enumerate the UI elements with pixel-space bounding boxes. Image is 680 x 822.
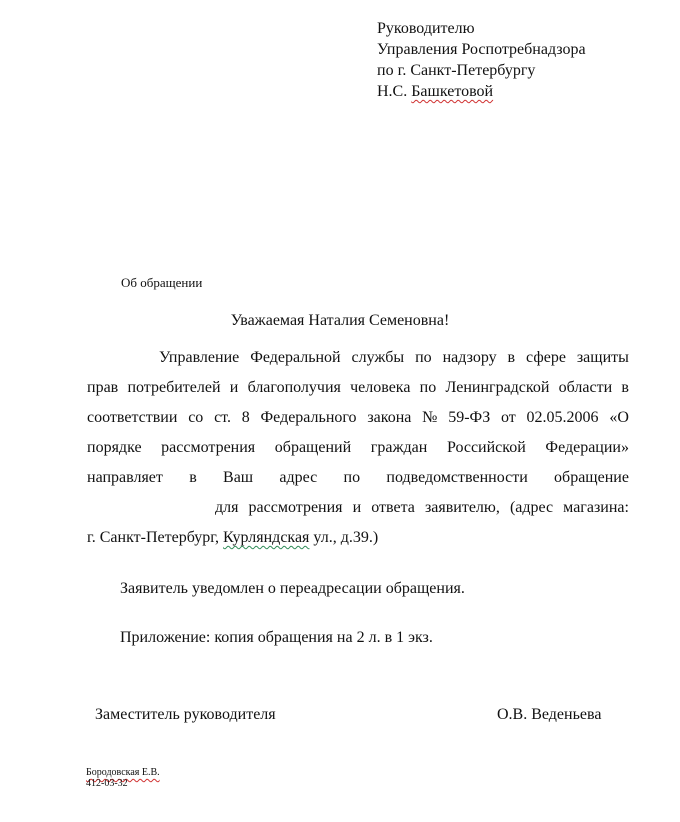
addressee-block: [377, 18, 586, 102]
body-word: по: [419, 379, 437, 396]
body-word: от: [500, 409, 516, 426]
body-word: (адрес: [509, 499, 554, 516]
body-word: порядке: [87, 439, 142, 456]
body-word: Управление: [159, 349, 240, 366]
body-word: рассмотрения: [248, 499, 343, 516]
body-word: надзору: [442, 349, 497, 366]
body-word: закона: [367, 409, 412, 426]
body-word: обращений: [274, 439, 352, 456]
body-word: Российской: [446, 439, 526, 456]
body-word: в: [621, 379, 629, 396]
letter-subject: Об обращении: [121, 275, 203, 290]
body-word: и: [352, 499, 362, 516]
body-line-5: [87, 463, 629, 493]
body-word: ответа: [371, 499, 415, 516]
body-word: и: [229, 379, 239, 396]
executor-phone: 412-03-32: [86, 778, 128, 789]
body-line-1: [87, 343, 629, 373]
letter-greeting: Уважаемая Наталия Семеновна!: [230, 312, 450, 329]
body-word: Федерации»: [545, 439, 629, 456]
body-word: магазина:: [563, 499, 629, 516]
body-word: по: [343, 469, 361, 486]
body-line-3: [87, 403, 629, 433]
body-word: адрес: [279, 469, 318, 486]
body-word: направляет: [87, 469, 163, 486]
body-word: области: [558, 379, 613, 396]
body-line-4: [87, 433, 629, 463]
body-word: благополучия: [247, 379, 341, 396]
body-word: Ленинградской: [445, 379, 550, 396]
body-line-7-end: ул., д.39.): [309, 529, 379, 546]
body-word: со: [188, 409, 204, 426]
body-word: соответствии: [87, 409, 178, 426]
signer-name: О.В. Веденьева: [497, 706, 602, 723]
body-word: рассмотрения: [161, 439, 256, 456]
addressee-surname: Башкетовой: [411, 83, 494, 100]
body-word: прав: [87, 379, 119, 396]
body-word: заявителю,: [424, 499, 500, 516]
body-word: Ваш: [223, 469, 254, 486]
letter-body: [87, 343, 629, 553]
attachment-paragraph: Приложение: копия обращения на 2 л. в 1 экз.: [120, 629, 433, 646]
street-name: Курляндская: [223, 529, 310, 546]
body-word: подведомственности: [386, 469, 528, 486]
body-word: 8: [241, 409, 250, 426]
notice-paragraph: Заявитель уведомлен о переадресации обращения.: [120, 580, 465, 597]
body-line-7-start: г. Санкт-Петербург,: [87, 529, 224, 546]
body-word: человека: [350, 379, 411, 396]
body-word: Федеральной: [250, 349, 341, 366]
body-word: в: [189, 469, 197, 486]
body-word: 02.05.2006: [526, 409, 599, 426]
body-line-2: [87, 373, 629, 403]
body-word: Федерального: [260, 409, 357, 426]
body-word: №: [422, 409, 438, 426]
body-word: защиты: [576, 349, 629, 366]
body-word: обращение: [554, 469, 629, 486]
addressee-line-2: Управления Роспотребнадзора: [377, 41, 586, 58]
body-word: «О: [609, 409, 629, 426]
body-word: сфере: [526, 349, 566, 366]
body-word: ст.: [214, 409, 231, 426]
executor-name: Бородовская Е.В.: [86, 767, 160, 778]
body-line-7: [87, 523, 629, 553]
body-word: граждан: [370, 439, 428, 456]
addressee-line-4: [377, 81, 586, 102]
body-word: 59-ФЗ: [448, 409, 491, 426]
body-word: потребителей: [127, 379, 221, 396]
body-word: в: [507, 349, 516, 366]
addressee-initials: Н.С.: [377, 83, 412, 100]
body-word: службы: [351, 349, 405, 366]
addressee-line-3: по г. Санкт-Петербургу: [377, 62, 536, 79]
executor-block: [86, 767, 160, 789]
addressee-line-1: Руководителю: [377, 20, 475, 37]
signer-position: Заместитель руководителя: [95, 706, 276, 723]
body-word: для: [215, 499, 239, 516]
body-line-6: [87, 493, 629, 523]
body-word: по: [415, 349, 432, 366]
